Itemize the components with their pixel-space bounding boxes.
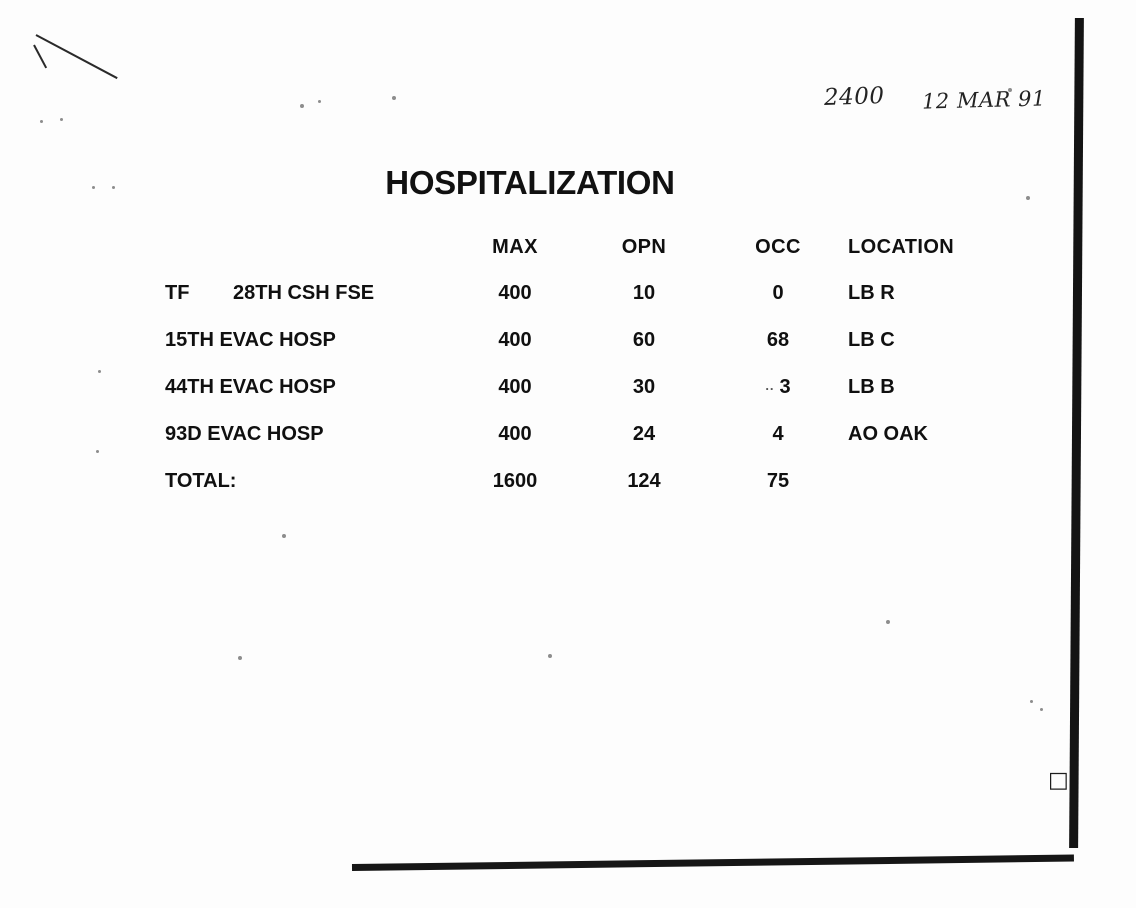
page-corner-glyph: □: [1048, 768, 1069, 793]
scan-speck: [392, 96, 396, 100]
cell-total-label: TOTAL:: [165, 470, 237, 492]
cell-max: 400: [498, 423, 532, 445]
cell-occ: 0: [772, 282, 784, 304]
unit-name: 15TH EVAC HOSP: [165, 329, 336, 351]
cell-total-location: [848, 458, 1048, 505]
cell-max: 400: [498, 376, 532, 398]
table-row: [165, 364, 1048, 411]
table-row: [165, 317, 1048, 364]
scan-speck: [1040, 708, 1043, 711]
table-total-row: [165, 458, 1048, 505]
cell-occ: [708, 364, 848, 411]
cell-location: LB B: [848, 376, 895, 398]
unit-name: 93D EVAC HOSP: [165, 423, 324, 445]
column-header-unit: [165, 224, 450, 270]
cell-occ: 4: [772, 423, 784, 445]
scan-speck: [98, 370, 101, 373]
cell-location: LB C: [848, 329, 895, 351]
handwritten-time-annotation: 2400: [823, 82, 885, 112]
cell-max: 400: [498, 329, 532, 351]
scan-speck: [60, 118, 63, 121]
scan-speck: [1030, 700, 1033, 703]
cell-occ: 68: [766, 329, 790, 351]
cell-location: AO OAK: [848, 423, 928, 445]
scan-speck: [548, 654, 552, 658]
cell-opn: 10: [632, 282, 656, 304]
scan-speck: [318, 100, 321, 103]
scan-speck: [40, 120, 43, 123]
scan-artifact-mark-secondary: [33, 45, 47, 69]
page-right-edge-shadow: [1069, 18, 1084, 848]
scan-speck: ..: [765, 378, 775, 393]
unit-name: 44TH EVAC HOSP: [165, 376, 336, 398]
unit-prefix: TF: [165, 282, 190, 304]
scan-speck: [238, 656, 242, 660]
table-row: [165, 411, 1048, 458]
cell-unit: [165, 270, 450, 317]
cell-total-occ: 75: [766, 470, 790, 492]
column-header-max: MAX: [492, 235, 538, 258]
scan-speck: [300, 104, 304, 108]
cell-unit: [165, 411, 450, 458]
column-header-location: LOCATION: [848, 235, 955, 258]
scan-speck: [96, 450, 99, 453]
cell-total-max: 1600: [492, 470, 538, 492]
cell-opn: 60: [632, 329, 656, 351]
unit-name: 28TH CSH FSE: [233, 282, 375, 304]
table-header: [165, 224, 1048, 270]
page-bottom-edge-shadow: [352, 855, 1074, 871]
cell-total-opn: 124: [627, 470, 661, 492]
cell-unit: [165, 364, 450, 411]
cell-opn: 30: [632, 376, 656, 398]
page-title: HOSPITALIZATION: [385, 164, 675, 201]
cell-location: LB R: [848, 282, 895, 304]
column-header-occ: OCC: [755, 235, 801, 258]
table-header-row: [165, 224, 1048, 270]
hospitalization-table: [165, 224, 1048, 505]
cell-opn: 24: [632, 423, 656, 445]
scan-speck: [886, 620, 890, 624]
handwritten-date-annotation: 12 MAR 91: [921, 86, 1047, 114]
table-body: [165, 270, 1048, 505]
cell-occ-value: 3: [779, 376, 791, 398]
cell-max: 400: [498, 282, 532, 304]
table-row: [165, 270, 1048, 317]
cell-unit: [165, 317, 450, 364]
column-header-opn: OPN: [621, 235, 667, 258]
scan-speck: [282, 534, 286, 538]
scan-artifact-mark: [36, 34, 118, 79]
